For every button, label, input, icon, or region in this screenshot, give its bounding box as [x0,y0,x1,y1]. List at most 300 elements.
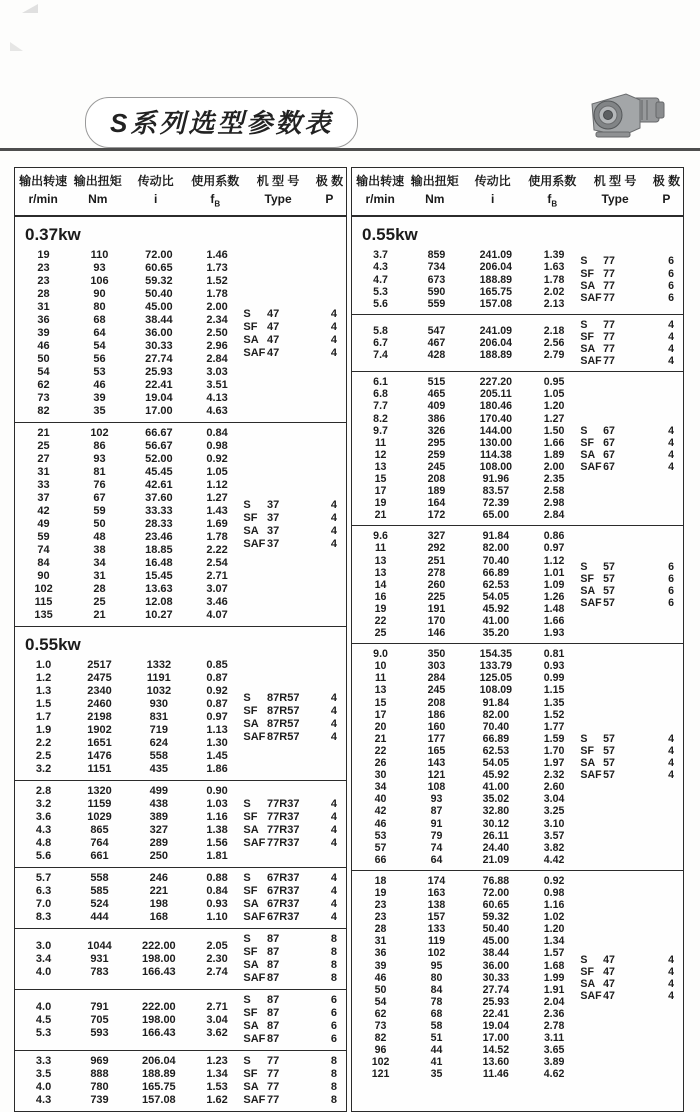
model-number: 57 [603,572,615,585]
cell-output-torque: 138 [427,899,446,912]
cell-output-torque: 50 [93,518,106,531]
type-row [580,449,674,461]
cell-service-factor: 1.59 [543,732,565,745]
cell-output-speed: 5.8 [373,324,388,337]
pole-count: 6 [330,1020,337,1033]
model-prefix: SA [243,824,259,837]
model-prefix: SAF [580,355,602,368]
table-row [15,314,243,327]
column-header [461,172,524,212]
model-number: 87R57 [267,730,300,743]
cell-output-speed: 18 [374,874,387,887]
model-prefix: SF [580,267,594,280]
cell-output-speed: 2.8 [35,785,52,798]
cell-output-torque: 326 [427,424,446,437]
table-row [15,885,243,898]
column-header [313,172,346,212]
cell-service-factor: 1.68 [543,959,565,972]
cell-ratio: 10.27 [145,609,173,622]
cell-output-torque: 106 [90,275,109,288]
cell-output-speed: 15 [374,696,387,709]
cell-output-torque: 90 [93,288,106,301]
cell-output-speed: 6.8 [373,388,388,401]
cell-ratio: 831 [149,711,169,724]
model-prefix: SF [243,511,258,524]
cell-output-torque: 295 [427,436,446,449]
cell-output-speed: 84 [37,557,50,570]
cell-service-factor: 1.89 [543,448,565,461]
cell-output-torque: 705 [90,1013,109,1026]
cell-ratio: 30.33 [145,340,173,353]
table-row [352,473,580,485]
cell-output-torque: 108 [427,781,446,794]
cell-output-torque: 251 [427,554,446,567]
pole-count: 4 [330,498,337,511]
cell-ratio: 719 [149,724,169,737]
cell-service-factor: 1.03 [206,798,228,811]
table-row [352,449,580,461]
table-row [352,947,580,959]
table-row [15,1081,243,1094]
cell-service-factor: 0.86 [543,530,565,543]
cell-ratio: 66.67 [145,427,173,440]
model-prefix: SF [243,704,258,717]
type-row [580,585,674,597]
cell-output-torque: 38 [93,544,106,557]
pole-count: 4 [330,511,337,524]
model-prefix: SA [243,717,259,730]
cell-ratio: 930 [149,698,169,711]
cell-output-speed: 13 [374,684,387,697]
pole-count: 8 [330,1081,337,1094]
cell-ratio: 188.89 [479,349,513,362]
cell-output-torque: 87 [430,805,443,818]
column-header-zh: 极 数 [315,174,344,188]
pole-count: 4 [330,717,337,730]
type-block [580,255,683,303]
cell-service-factor: 4.13 [206,392,228,405]
model-number: 77 [267,1068,280,1081]
cell-output-speed: 17 [374,708,387,721]
model-prefix: SA [580,977,596,990]
pole-count: 4 [668,330,674,343]
cell-output-torque: 559 [427,297,446,310]
pole-count: 6 [668,255,674,268]
cell-ratio: 144.00 [479,424,513,437]
model-prefix: SF [243,811,258,824]
cell-output-speed: 3.2 [35,763,52,776]
model-prefix: SA [243,898,259,911]
cell-output-torque: 524 [90,898,109,911]
table-row [352,960,580,972]
table-row [352,261,580,273]
cell-service-factor: 1.13 [206,724,228,737]
table-row [15,1027,243,1040]
table-row [15,811,243,824]
cell-service-factor: 0.93 [543,660,565,673]
table-row [352,972,580,984]
cell-output-torque: 174 [427,874,446,887]
type-block [243,933,346,985]
cell-output-speed: 27 [37,453,50,466]
type-row [580,978,674,990]
cell-output-torque: 1476 [87,750,112,763]
table-row [352,1020,580,1032]
column-header-en: Nm [88,192,108,206]
cell-ratio: 389 [149,811,169,824]
table-section [15,928,346,989]
cell-service-factor: 1.10 [206,911,228,924]
cell-ratio: 165.75 [142,1081,176,1094]
type-row [243,824,337,837]
table-row [15,1014,243,1027]
cell-output-torque: 95 [430,959,443,972]
cell-ratio: 180.46 [479,400,513,413]
model-number: 47 [603,953,615,966]
table-row [15,1055,243,1068]
type-row [580,733,674,745]
numeric-rows [352,376,580,521]
cell-service-factor: 1.23 [206,1055,228,1068]
model-prefix: SAF [243,537,266,550]
cell-output-torque: 783 [90,965,109,978]
numeric-rows [352,648,580,866]
cell-ratio: 22.41 [145,379,173,392]
model-prefix: SAF [243,837,266,850]
pole-count: 4 [668,355,674,368]
model-number: 77 [603,318,615,331]
cell-output-speed: 135 [34,609,53,622]
table-row [352,388,580,400]
cell-output-speed: 13 [374,566,387,579]
cell-ratio: 62.53 [482,744,510,757]
cell-service-factor: 2.71 [206,570,228,583]
table-row [352,745,580,757]
type-row [243,1033,337,1046]
cell-ratio: 108.00 [479,460,513,473]
cell-ratio: 56.67 [145,440,173,453]
cell-ratio: 1191 [146,672,171,685]
type-row [243,1055,337,1068]
column-header-en: $f_B$ [210,192,221,209]
cell-ratio: 19.04 [482,1020,510,1033]
cell-service-factor: 1.26 [543,590,565,603]
cell-ratio: 45.00 [482,935,510,948]
cell-output-speed: 25 [37,440,50,453]
cell-service-factor: 3.10 [543,817,565,830]
table-row [15,737,243,750]
type-row [243,811,337,824]
cell-service-factor: 1.69 [206,518,228,531]
cell-output-torque: 68 [93,314,106,327]
cell-output-torque: 547 [427,324,446,337]
column-header-zh: 机 型 号 [256,174,300,188]
model-number: 87R57 [267,717,300,730]
pole-count: 4 [668,436,674,449]
column-header-en: Nm [425,192,445,206]
model-number: 57 [603,560,615,573]
type-row [243,538,337,551]
cell-service-factor: 1.20 [543,400,565,413]
cell-ratio: 241.09 [479,324,513,337]
table-row [15,698,243,711]
cell-ratio: 66.89 [482,566,510,579]
table-row [15,750,243,763]
parameter-table-right [351,167,684,1112]
cell-service-factor: 0.90 [206,785,228,798]
table-row [15,724,243,737]
table-row [352,1056,580,1068]
model-number: 87R57 [267,704,300,717]
cell-output-torque: 969 [90,1055,109,1068]
cell-service-factor: 1.66 [543,436,565,449]
cell-service-factor: 1.12 [206,479,228,492]
type-row [580,954,674,966]
cell-ratio: 27.74 [145,353,173,366]
pole-count: 6 [668,279,674,292]
cell-ratio: 14.52 [482,1044,510,1057]
table-row [15,1094,243,1107]
table-row [15,379,243,392]
type-row [580,437,674,449]
cell-output-speed: 11 [374,672,387,685]
cell-output-torque: 739 [90,1094,109,1107]
section-body [15,872,346,924]
page-title [85,97,358,148]
cell-ratio: 246 [149,872,169,885]
cell-ratio: 11.46 [482,1068,509,1081]
table-section [15,989,346,1050]
cell-service-factor: 3.51 [206,379,228,392]
section-body [352,319,683,367]
table-row [352,274,580,286]
cell-service-factor: 2.13 [543,297,565,310]
cell-ratio: 60.65 [482,899,510,912]
table-row [352,530,580,542]
model-prefix: SF [243,1068,258,1081]
type-row [243,872,337,885]
type-row [580,990,674,1002]
column-header-en: r/min [365,192,395,206]
table-row [15,405,243,418]
table-row [15,492,243,505]
type-row [243,959,337,972]
table-section [15,780,346,867]
table-row [15,557,243,570]
cell-ratio: 82.00 [482,542,510,555]
cell-ratio: 32.80 [482,805,510,818]
column-header [187,172,243,212]
type-row [243,1081,337,1094]
cell-ratio: 241.09 [479,249,513,262]
model-prefix: S [243,691,251,704]
table-row [15,366,243,379]
section-body [15,249,346,418]
cell-output-speed: 9.7 [373,424,388,437]
cell-ratio: 154.35 [479,648,513,661]
cell-output-torque: 208 [427,472,446,485]
pole-count: 4 [668,424,674,437]
cell-output-speed: 15 [374,472,387,485]
cell-output-speed: 36 [374,947,387,960]
table-row [352,911,580,923]
cell-ratio: 45.92 [482,769,510,782]
cell-service-factor: 3.82 [543,841,565,854]
cell-service-factor: 1.34 [206,1068,228,1081]
cell-output-torque: 593 [90,1026,109,1039]
model-prefix: SA [580,343,596,356]
table-row [15,672,243,685]
cell-output-torque: 93 [93,262,106,275]
cell-output-speed: 6.1 [373,376,388,389]
cell-ratio: 206.04 [479,261,513,274]
cell-output-torque: 170 [427,615,446,628]
cell-output-torque: 259 [427,448,446,461]
cell-ratio: 59.32 [145,275,173,288]
cell-ratio: 206.04 [142,1055,176,1068]
model-prefix: SAF [243,1094,266,1107]
type-row [243,731,337,744]
table-row [352,485,580,497]
cell-ratio: 108.09 [479,684,513,697]
cell-output-torque: 81 [93,466,106,479]
table-row [352,425,580,437]
table-row [352,1032,580,1044]
cell-service-factor: 1.09 [543,578,565,591]
model-prefix: SAF [580,989,602,1002]
cell-output-torque: 67 [93,492,106,505]
cell-output-torque: 64 [93,327,106,340]
table-row [352,509,580,521]
pole-count: 4 [330,811,337,824]
type-row [580,343,674,355]
table-row [352,591,580,603]
model-number: 87 [267,1007,280,1020]
cell-output-torque: 467 [427,337,446,349]
type-row [580,280,674,292]
cell-ratio: 42.61 [145,479,173,492]
type-row [243,321,337,334]
model-number: 67 [603,460,615,473]
cell-output-torque: 146 [427,627,446,640]
cell-service-factor: 2.02 [543,285,565,298]
table-section [15,626,346,780]
type-row [243,898,337,911]
cell-output-torque: 163 [427,886,446,899]
cell-service-factor: 2.32 [543,769,565,782]
cell-output-torque: 46 [93,379,106,392]
model-prefix: S [580,953,588,966]
type-block [580,954,683,1002]
type-block [580,561,683,609]
cell-output-torque: 86 [93,440,106,453]
type-row [243,885,337,898]
cell-ratio: 221 [149,885,169,898]
table-row [15,659,243,672]
table-row [352,721,580,733]
cell-output-torque: 284 [427,672,446,685]
cell-ratio: 54.05 [482,590,510,603]
cell-ratio: 37.60 [145,492,173,505]
cell-output-speed: 3.5 [35,1068,52,1081]
cell-service-factor: 2.00 [206,301,228,314]
column-header-zh: 传动比 [474,174,511,188]
cell-output-torque: 39 [93,392,106,405]
cell-service-factor: 4.62 [543,1068,565,1081]
cell-ratio: 624 [149,737,169,750]
model-number: 57 [603,732,615,745]
table-row [352,769,580,781]
cell-service-factor: 0.92 [206,453,228,466]
type-row [243,499,337,512]
cell-service-factor: 1.78 [206,531,228,544]
pole-count: 4 [668,965,674,978]
cell-ratio: 133.79 [479,660,513,673]
table-section [352,525,683,643]
cell-service-factor: 1.97 [543,757,565,770]
model-prefix: SAF [580,769,602,782]
table-row [352,400,580,412]
model-prefix: S [243,798,251,811]
cell-ratio: 30.33 [482,971,510,984]
cell-output-torque: 53 [93,366,106,379]
table-row [352,376,580,388]
cell-output-torque: 110 [90,249,109,262]
model-prefix: SAF [580,460,602,473]
cell-service-factor: 4.07 [206,609,228,622]
type-row [243,911,337,924]
table-section [15,422,346,626]
page-title-text: S系列选型参数表 [110,108,334,138]
cell-ratio: 19.04 [145,392,173,405]
cell-ratio: 114.38 [479,448,512,461]
cell-ratio: 38.44 [482,947,510,960]
table-row [15,544,243,557]
model-number: 47 [603,965,615,978]
table-row [352,337,580,349]
cell-output-torque: 80 [430,971,443,984]
cell-output-torque: 102 [90,427,109,440]
pole-count: 4 [668,769,674,782]
cell-service-factor: 2.54 [206,557,228,570]
cell-ratio: 12.08 [145,596,173,609]
cell-output-torque: 673 [427,273,446,286]
type-row [243,946,337,959]
table-row [15,911,243,924]
cell-ratio: 125.05 [479,672,513,685]
type-row [580,255,674,267]
pole-count: 6 [668,584,674,597]
cell-service-factor: 2.98 [543,497,565,510]
cell-service-factor: 1.01 [543,566,565,579]
column-header-zh: 输出扭矩 [73,174,122,188]
cell-service-factor: 1.30 [206,737,228,750]
cell-service-factor: 1.27 [543,412,565,425]
type-block [580,425,683,473]
cell-ratio: 130.00 [479,436,513,449]
cell-output-torque: 260 [427,578,446,591]
cell-service-factor: 3.25 [543,805,565,818]
model-number: 47 [603,989,615,1002]
cell-output-torque: 74 [430,841,443,854]
cell-service-factor: 2.36 [543,1007,565,1020]
table-row [15,518,243,531]
cell-output-torque: 590 [427,285,446,298]
cell-ratio: 18.85 [145,544,173,557]
cell-service-factor: 2.56 [543,337,565,349]
cell-output-torque: 888 [90,1068,109,1081]
pole-count: 6 [668,572,674,585]
